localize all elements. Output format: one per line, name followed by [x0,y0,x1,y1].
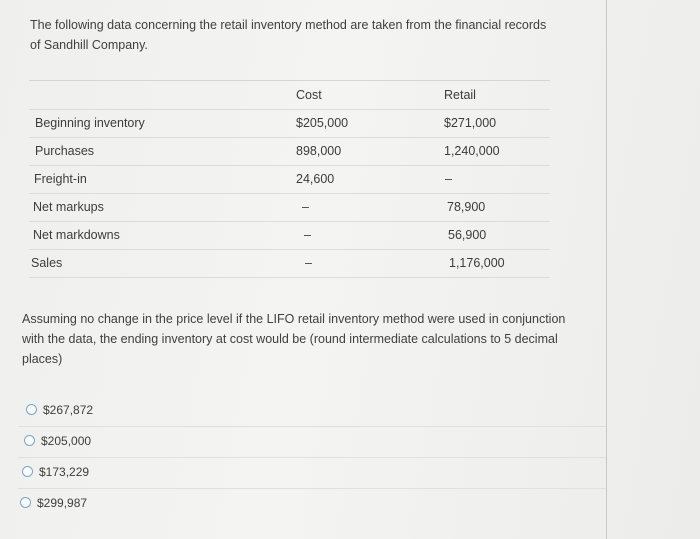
option-label: $173,229 [39,465,90,479]
option-divider [18,457,606,458]
header-cost: Cost [296,88,322,102]
row-retail: $271,000 [444,116,497,130]
row-cost: – [302,200,309,214]
row-label: Net markdowns [33,228,120,242]
row-label: Freight-in [34,172,87,186]
option-label: $267,872 [43,403,94,417]
table-row [29,109,550,138]
option-label: $205,000 [41,434,92,448]
table-row [29,165,550,194]
row-label: Net markups [33,200,104,214]
row-retail: 56,900 [448,228,487,242]
row-label: Beginning inventory [35,116,145,130]
row-cost: 898,000 [296,144,342,158]
answer-option-1[interactable] [26,399,93,421]
panel-edge [606,0,607,539]
radio-icon[interactable] [24,435,35,446]
table-row [29,193,550,222]
inventory-table [29,80,550,274]
row-retail: – [445,172,452,186]
row-label: Sales [31,256,63,270]
row-cost: 24,600 [296,172,335,186]
intro-text: The following data concerning the retail inventory method are taken from the financial records of Sandhill Company. [30,18,547,52]
radio-icon[interactable] [20,497,31,508]
answer-option-2[interactable] [24,430,91,452]
question-text: Assuming no change in the price level if the LIFO retail inventory method were used in conjunction with the data, the ending inventory at cost would be (round intermediate calculations to 5 decimal places) [22,312,566,366]
table-row [29,221,550,250]
table-row [29,249,550,278]
header-retail: Retail [444,88,476,102]
row-retail: 1,176,000 [449,256,505,270]
radio-icon[interactable] [22,466,33,477]
answer-option-3[interactable] [22,461,89,483]
table-row [29,137,550,166]
option-label: $299,987 [37,496,88,510]
option-divider [18,426,606,427]
row-retail: 1,240,000 [444,144,500,158]
table-header-row [29,81,550,110]
row-cost: – [305,256,312,270]
row-label: Purchases [35,144,95,158]
radio-icon[interactable] [26,404,37,415]
answer-option-4[interactable] [20,492,87,514]
option-divider [18,488,606,489]
row-cost: $205,000 [296,116,349,130]
row-cost: – [304,228,311,242]
row-retail: 78,900 [447,200,486,214]
